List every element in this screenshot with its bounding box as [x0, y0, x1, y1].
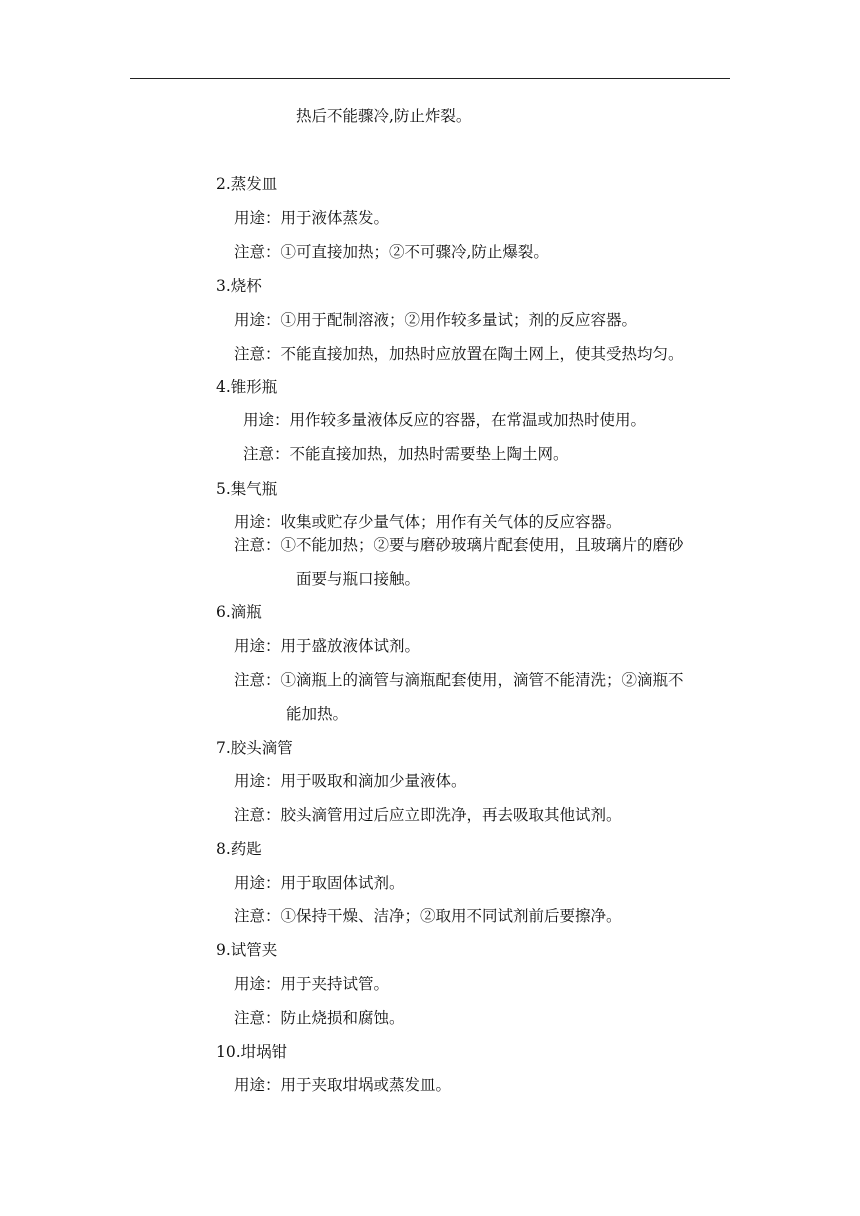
section-heading-rubber-dropper: 7.胶头滴管	[216, 739, 293, 757]
section-note-cont-gas-jar: 面要与瓶口接触。	[296, 570, 421, 588]
section-note-beaker: 注意：不能直接加热，加热时应放置在陶土网上，使其受热均匀。	[234, 345, 684, 363]
section-use-conical-flask: 用途：用作较多量液体反应的容器，在常温或加热时使用。	[243, 411, 647, 429]
section-note-cont-dropper-bottle: 能加热。	[286, 705, 349, 723]
section-note-rubber-dropper: 注意：胶头滴管用过后应立即洗净，再去吸取其他试剂。	[234, 806, 622, 824]
header-rule	[130, 78, 730, 79]
section-heading-evaporating-dish: 2.蒸发皿	[216, 175, 278, 193]
section-note-gas-jar: 注意：①不能加热；②要与磨砂玻璃片配套使用，且玻璃片的磨砂	[234, 536, 684, 554]
section-use-gas-jar: 用途：收集或贮存少量气体；用作有关气体的反应容器。	[234, 513, 622, 531]
section-note-medicine-spoon: 注意：①保持干燥、洁净；②取用不同试剂前后要擦净。	[234, 907, 622, 925]
section-use-beaker: 用途：①用于配制溶液；②用作较多量试；剂的反应容器。	[234, 311, 638, 329]
section-heading-crucible-tongs: 10.坩埚钳	[216, 1043, 288, 1061]
section-use-medicine-spoon: 用途：用于取固体试剂。	[234, 874, 405, 892]
section-note-test-tube-holder: 注意：防止烧损和腐蚀。	[234, 1009, 405, 1027]
section-note-dropper-bottle: 注意：①滴瓶上的滴管与滴瓶配套使用，滴管不能清洗；②滴瓶不	[234, 671, 684, 689]
section-heading-medicine-spoon: 8.药匙	[216, 840, 262, 858]
section-use-dropper-bottle: 用途：用于盛放液体试剂。	[234, 637, 421, 655]
section-note-evaporating-dish: 注意：①可直接加热；②不可骤冷,防止爆裂。	[234, 243, 549, 261]
section-note-conical-flask: 注意：不能直接加热，加热时需要垫上陶土网。	[243, 445, 569, 463]
section-heading-test-tube-holder: 9.试管夹	[216, 941, 278, 959]
section-heading-beaker: 3.烧杯	[216, 277, 262, 295]
section-heading-gas-jar: 5.集气瓶	[216, 480, 278, 498]
section-heading-conical-flask: 4.锥形瓶	[216, 378, 278, 396]
continuation-text: 热后不能骤冷,防止炸裂。	[296, 107, 472, 125]
section-use-crucible-tongs: 用途：用于夹取坩埚或蒸发皿。	[234, 1076, 452, 1094]
section-use-test-tube-holder: 用途：用于夹持试管。	[234, 975, 390, 993]
section-use-rubber-dropper: 用途：用于吸取和滴加少量液体。	[234, 772, 467, 790]
section-use-evaporating-dish: 用途：用于液体蒸发。	[234, 209, 390, 227]
section-heading-dropper-bottle: 6.滴瓶	[216, 603, 262, 621]
